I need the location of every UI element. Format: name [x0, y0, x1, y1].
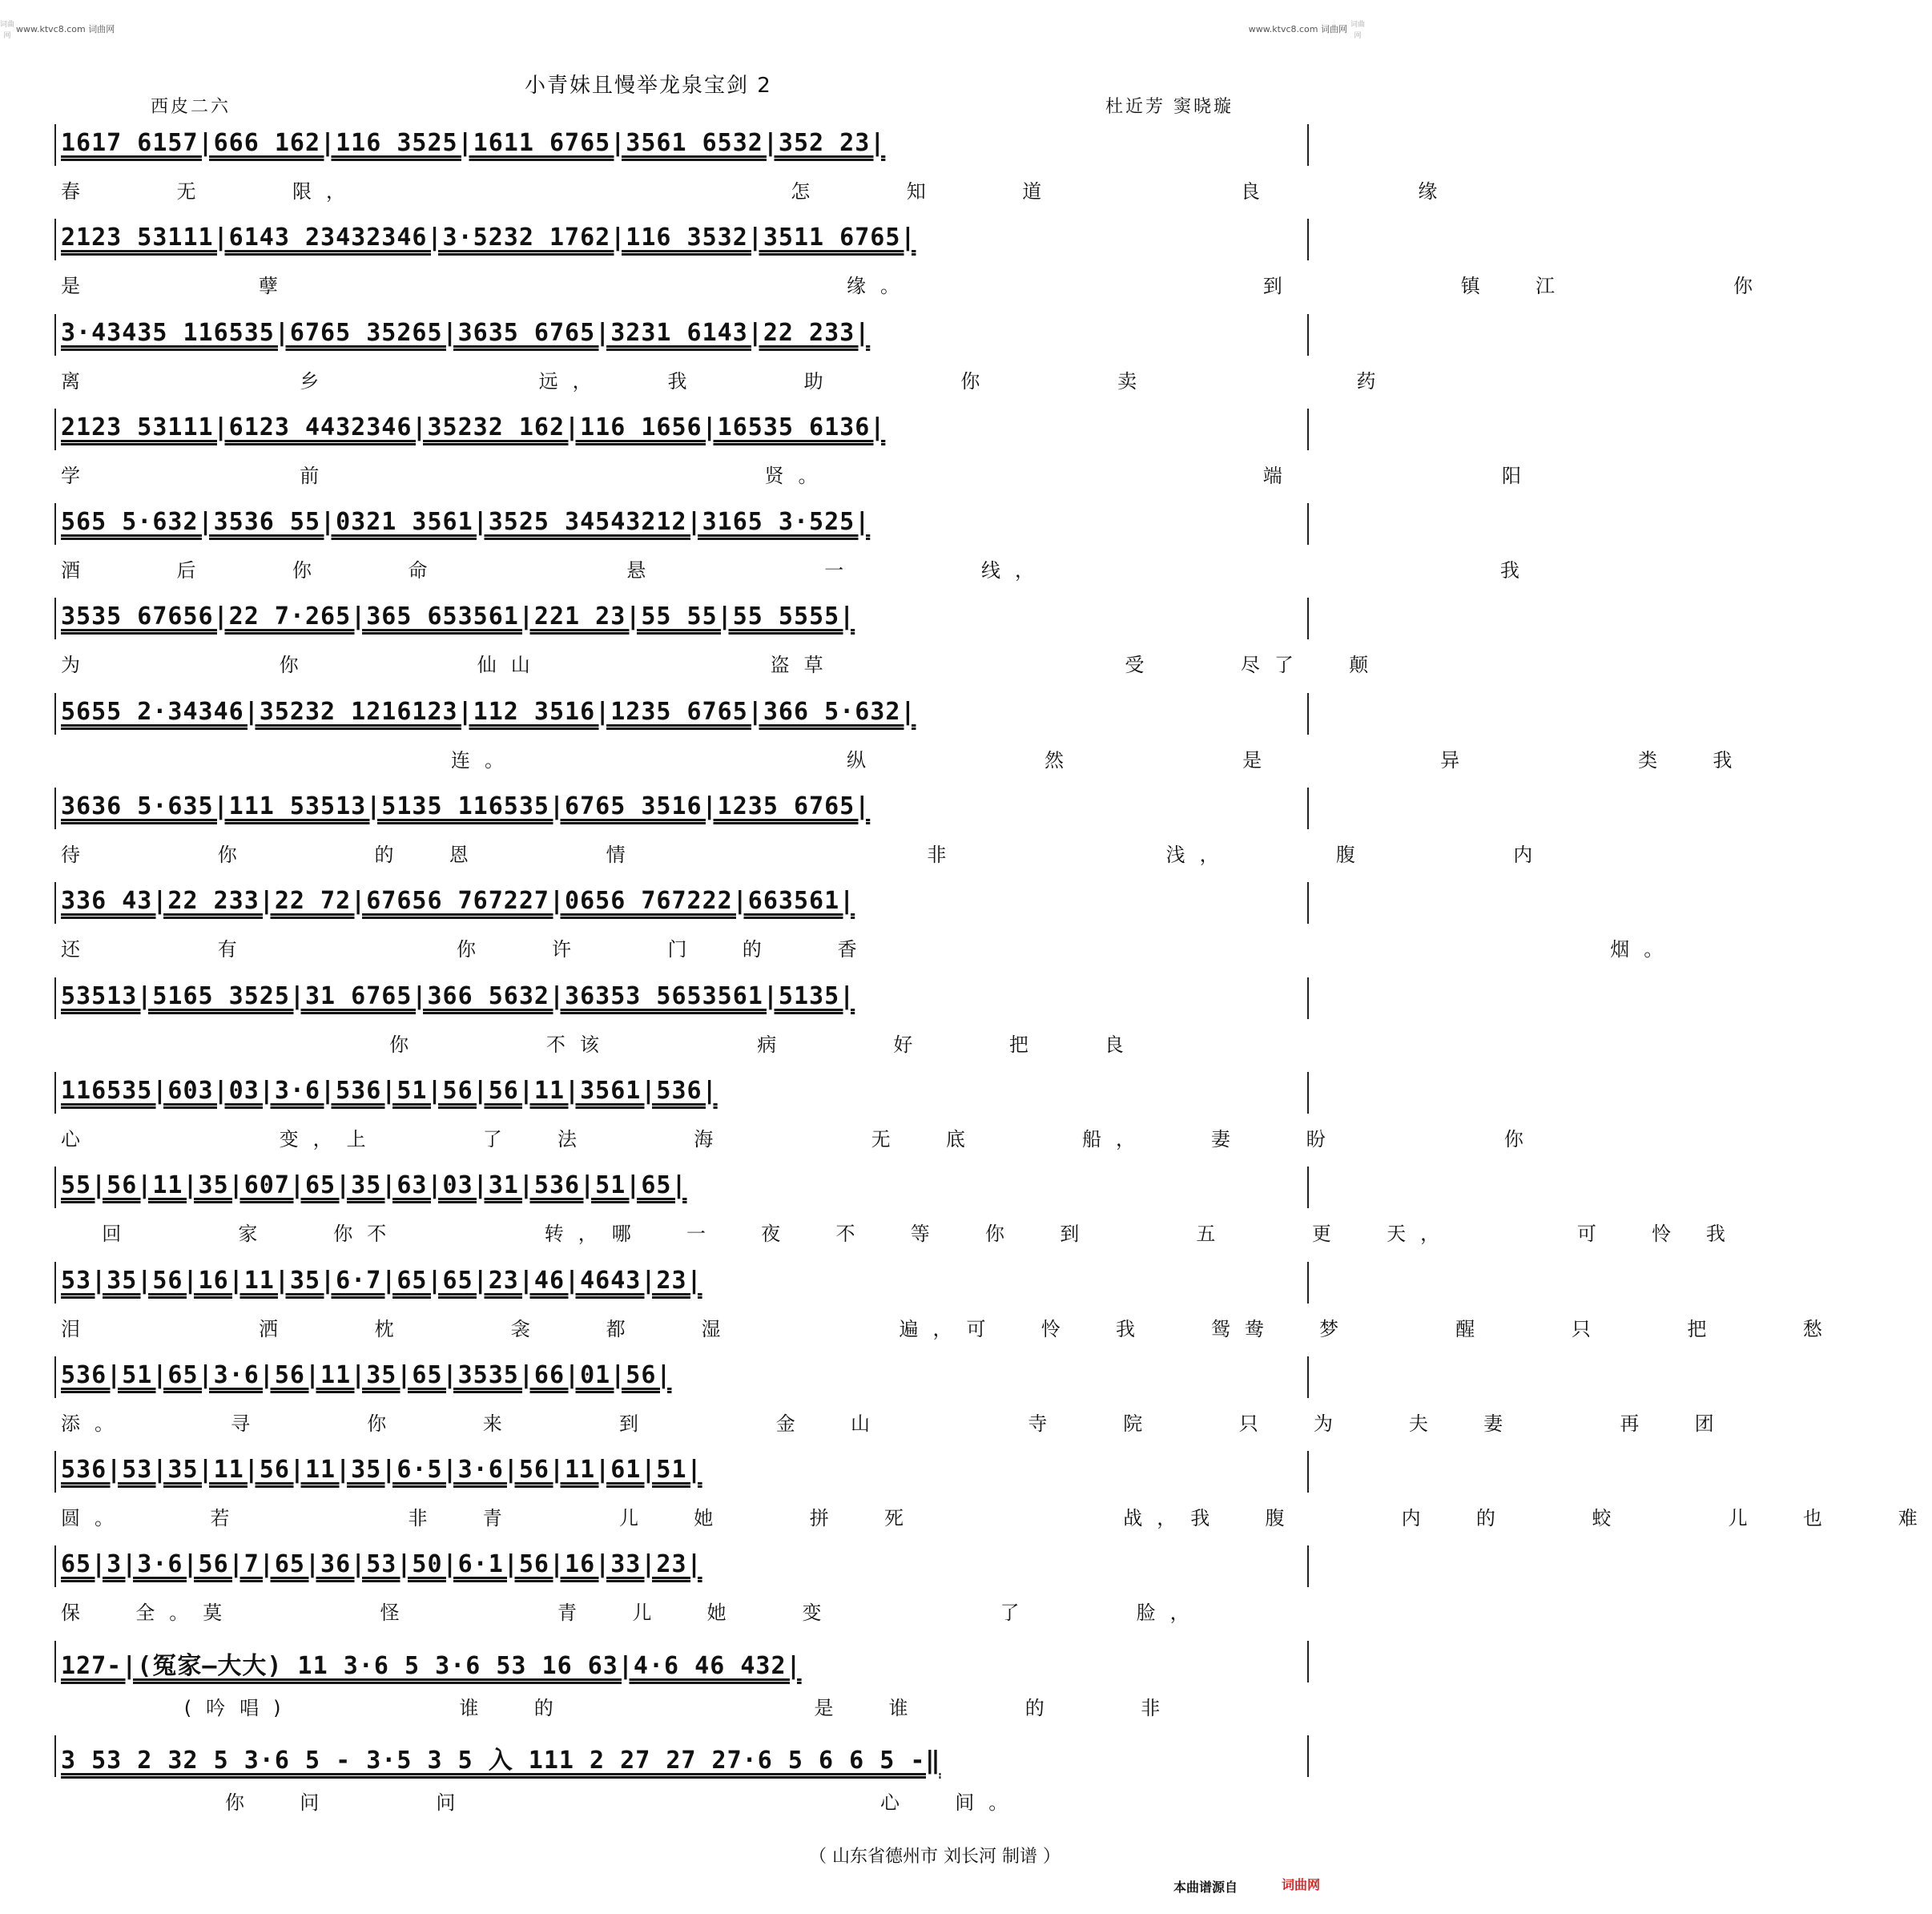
lyric-text: 泪 洒 枕 衾 都 湿 遍，可 怜 我 鸳鸯 梦 醒 只 把 愁 [61, 1317, 1837, 1340]
score-line [54, 1167, 1740, 1261]
score-body [54, 124, 1932, 1830]
lyric-line [54, 639, 1383, 681]
lyric-text: 圆。 若 非 青 儿 她 拼 死 战，我 腹 内 的 蛟 儿 也 难 [61, 1507, 1932, 1530]
lyric-text: 心 变，上 了 法 海 无 底 船， 妻 盼 你 [61, 1127, 1538, 1150]
notation-staff [54, 788, 1309, 829]
notation-staff [54, 219, 1309, 260]
notation-text: 3636 5·635|111 53513|5135 116535|6765 3516|1235 6765| [61, 792, 871, 821]
notation-staff [54, 1545, 1309, 1587]
notation-staff [54, 1735, 1309, 1777]
lyric-line [54, 924, 1678, 965]
notation-staff [54, 503, 1309, 545]
notation-text: 536|53|35|11|56|11|35|6·5|3·6|56|11|61|51| [61, 1456, 702, 1485]
score-title: 小青妹且慢举龙泉宝剑 2 [525, 74, 772, 98]
lyric-text: 春 无 限， 怎 知 道 良 缘 [61, 180, 1452, 203]
site-url-right: www.ktvc8.com 词曲网 [1248, 24, 1347, 34]
notation-staff [54, 1641, 1309, 1682]
tune-label: 西皮二六 [151, 97, 231, 117]
score-line [54, 219, 1768, 313]
notation-text: 65|3|3·6|56|7|65|36|53|50|6·1|56|16|33|23| [61, 1550, 702, 1579]
source-note: 本曲谱源自 [1173, 1880, 1238, 1895]
lyric-text: 回 家 你不 转，哪 一 夜 不 等 你 到 五 更 天， 可 怜 我 [61, 1223, 1740, 1246]
score-line [54, 503, 1534, 598]
notation-text: 2123 53111|6143 23432346|3·5232 1762|116 3532|3511 6765| [61, 224, 916, 252]
notation-text: 116535|603|03|3·6|536|51|56|56|11|3561|536| [61, 1076, 718, 1105]
side-watermark-left: 词曲网 [0, 21, 15, 40]
score-line [54, 409, 1536, 503]
notation-text: 536|51|65|3·6|56|11|35|65|3535|66|01|56| [61, 1360, 672, 1389]
notation-staff [54, 693, 1309, 735]
lyric-line [54, 166, 1452, 208]
lyric-text: 添。 寻 你 来 到 金 山 寺 院 只 为 夫 妻 再 团 [61, 1412, 1729, 1435]
lyric-line [54, 1777, 1309, 1819]
source-brand: 词曲网 [1282, 1877, 1321, 1892]
lyric-text: 学 前 贤。 端 阳 [61, 464, 1536, 487]
notation-text: 3·43435 116535|6765 35265|3635 6765|3231 6143|22 233| [61, 318, 871, 347]
lyric-line [54, 1208, 1740, 1250]
notation-text: 3535 67656|22 7·265|365 653561|221 23|55 55|55 5555| [61, 602, 855, 631]
score-line [54, 314, 1391, 409]
lyric-text: 连。 纵 然 是 异 类 我 [61, 748, 1747, 772]
lyric-text: (吟唱) 谁 的 是 谁 的 非 [61, 1696, 1175, 1719]
notation-staff [54, 1072, 1309, 1114]
lyric-line [54, 1019, 1309, 1061]
notation-text: 5655 2·34346|35232 1216123|112 3516|1235 6765|366 5·632| [61, 697, 916, 726]
lyric-text: 待 你 的 恩 情 非 浅， 腹 内 [61, 844, 1548, 867]
notation-text: 2123 53111|6123 4432346|35232 162|116 1656|16535 6136| [61, 413, 886, 441]
notation-staff [54, 1262, 1309, 1304]
lyric-text: 还 有 你 许 门 的 香 烟。 [61, 938, 1678, 961]
lyric-text: 你 问 问 心 间。 [61, 1791, 1023, 1815]
notation-text: 3 53 2 32 5 3·6 5 - 3·5 3 5 入 111 2 27 27 27·6 5 6 6 5 -‖ [61, 1747, 941, 1775]
notation-text: 53513|5165 3525|31 6765|366 5632|36353 5653561|5135| [61, 981, 855, 1010]
notation-staff [54, 409, 1309, 450]
transcriber-credit: （ 山东省德州市 刘长河 制谱 ） [809, 1847, 1061, 1867]
score-line [54, 1356, 1729, 1451]
score-line [54, 1451, 1932, 1545]
notation-staff [54, 1167, 1309, 1208]
score-line [54, 977, 1309, 1072]
notation-text: 127-|(冤家—大大) 11 3·6 5 3·6 53 16 63|4·6 46 432| [61, 1651, 802, 1680]
lyric-line [54, 450, 1536, 492]
notation-staff [54, 124, 1309, 166]
score-line [54, 1735, 1309, 1830]
notation-staff [54, 314, 1309, 356]
lyric-text: 离 乡 远， 我 助 你 卖 药 [61, 369, 1391, 393]
left-watermark-strip [0, 0, 14, 1914]
notation-staff [54, 1451, 1309, 1493]
lyric-line [54, 1114, 1538, 1155]
notation-text: 53|35|56|16|11|35|6·7|65|65|23|46|4643|23| [61, 1266, 702, 1295]
notation-staff [54, 977, 1309, 1019]
lyric-text: 是 孽 缘。 到 镇 江 你 [61, 275, 1768, 298]
notation-staff [54, 1356, 1309, 1398]
score-line [54, 598, 1383, 692]
notation-staff [54, 882, 1309, 924]
lyric-text: 酒 后 你 命 悬 一 线， 我 [61, 559, 1534, 582]
lyric-text: 你 不该 病 好 把 良 [61, 1033, 1138, 1056]
site-url-left: www.ktvc8.com 词曲网 [16, 24, 115, 34]
score-line [54, 693, 1747, 788]
lyric-line [54, 829, 1548, 871]
side-watermark-right: 词曲网 [1350, 21, 1366, 40]
score-line [54, 788, 1548, 882]
lyric-line [54, 1398, 1729, 1440]
lyric-line [54, 260, 1768, 302]
score-line [54, 1641, 1309, 1735]
notation-text: 565 5·632|3536 55|0321 3561|3525 34543212|3165 3·525| [61, 508, 871, 537]
score-line [54, 124, 1452, 219]
notation-text: 55|56|11|35|607|65|35|63|03|31|536|51|65| [61, 1171, 687, 1200]
lyric-line [54, 1587, 1309, 1629]
score-line [54, 1262, 1837, 1356]
notation-text: 1617 6157|666 162|116 3525|1611 6765|3561 6532|352 23| [61, 129, 886, 157]
lyric-text: 保 全。莫 怪 青 儿 她 变 了 脸， [61, 1602, 1204, 1625]
lyric-line [54, 356, 1391, 397]
performers: 杜近芳 窦晓璇 [1105, 97, 1234, 117]
lyric-line [54, 1304, 1837, 1345]
score-line [54, 882, 1678, 977]
notation-staff [54, 598, 1309, 639]
lyric-line [54, 1493, 1932, 1534]
lyric-text: 为 你 仙山 盗草 受 尽了 颠 [61, 654, 1383, 677]
score-line [54, 1072, 1538, 1167]
lyric-line [54, 545, 1534, 586]
notation-text: 336 43|22 233|22 72|67656 767227|0656 767222|663561| [61, 887, 855, 916]
lyric-line [54, 1682, 1309, 1724]
lyric-line [54, 735, 1747, 776]
score-line [54, 1545, 1309, 1640]
